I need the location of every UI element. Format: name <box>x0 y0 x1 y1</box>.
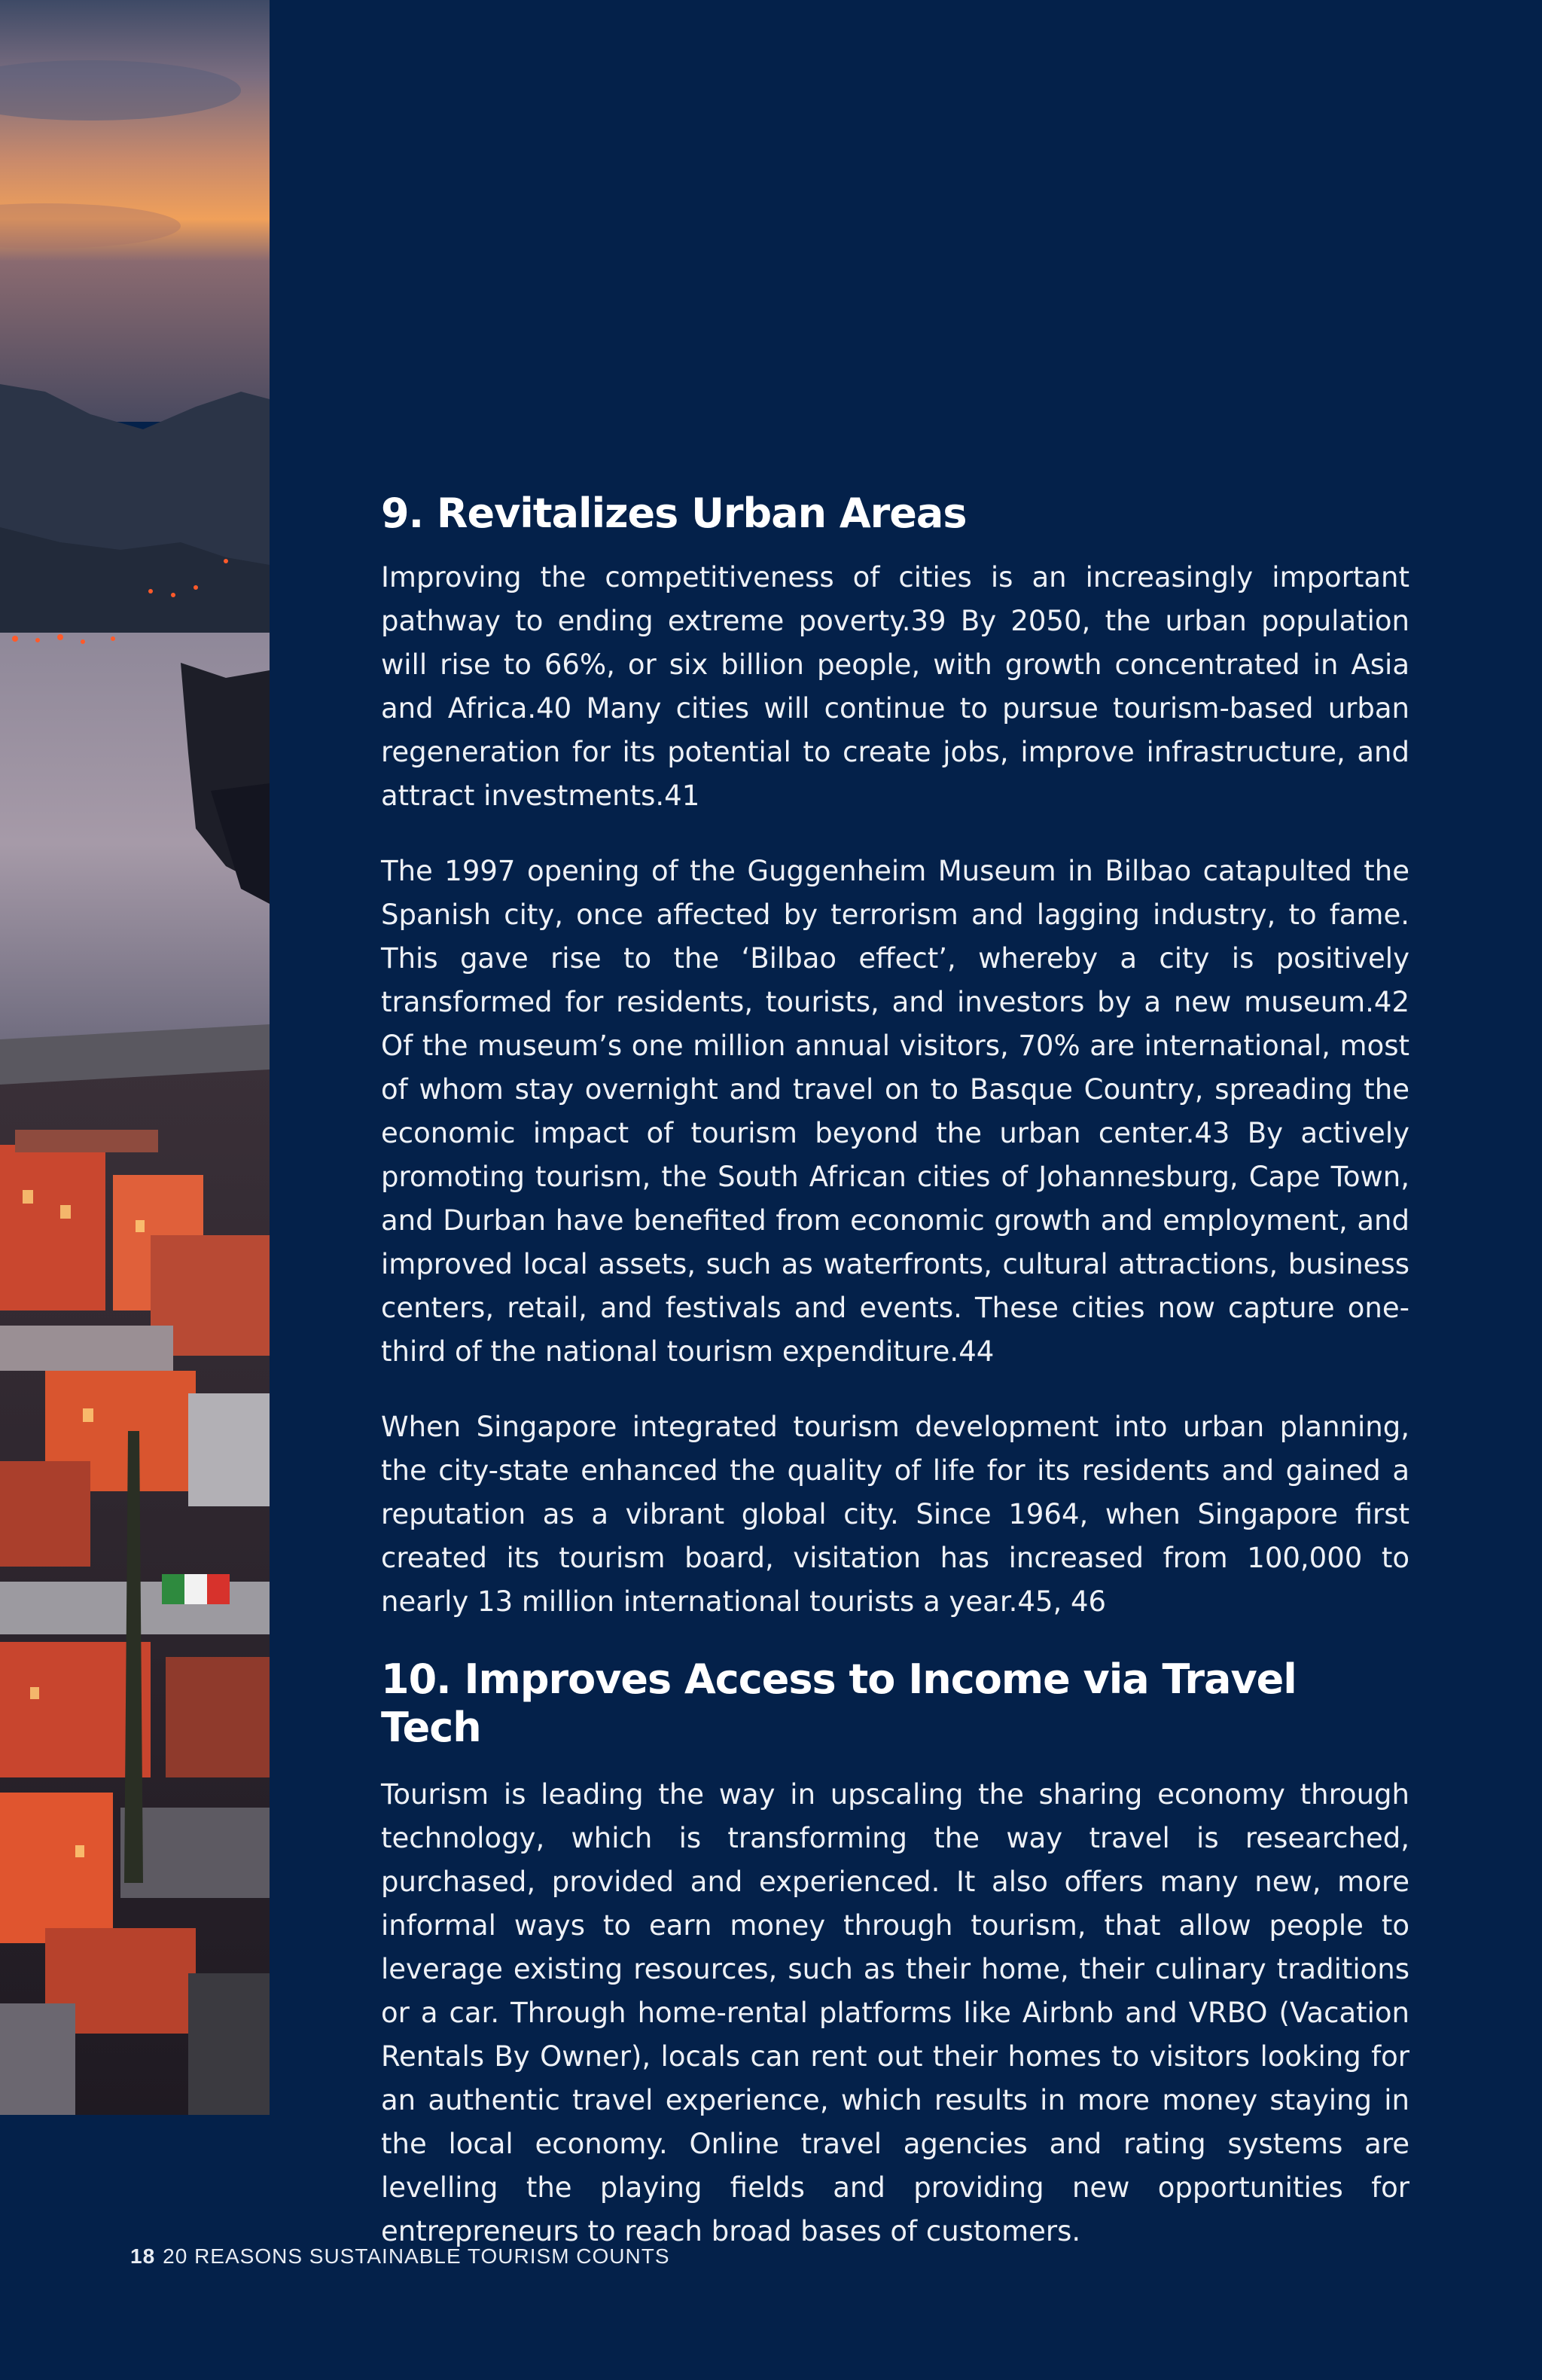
section-title-improves-access-to-income: 10. Improves Access to Income via Travel Tech <box>381 1655 1297 1751</box>
page-footer <box>130 2244 670 2269</box>
publication-title: 20 REASONS SUSTAINABLE TOURISM COUNTS <box>163 2244 670 2268</box>
page-number: 18 <box>130 2244 156 2268</box>
section-title-revitalizes-urban-areas: 9. Revitalizes Urban Areas <box>381 490 967 537</box>
article-content <box>381 490 1409 2253</box>
paragraph: Tourism is leading the way in upscaling the sharing economy through technology, which is transforming the way travel is researched, purchased, provided and experienced. It also offers many new, more informal ways to earn money through tourism, that allow people to leverage existing resources, such as their home, their culinary traditions or a car. Through home-rental platforms like Airbnb and VRBO (Vacation Rentals By Owner), locals can rent out their homes to visitors looking for an authentic travel experience, which results in more money staying in the local economy. Online travel agencies and rating systems are levelling the playing fields and providing new opportunities for entrepreneurs to reach broad bases of customers. <box>381 1778 1409 2247</box>
paragraph: When Singapore integrated tourism development into urban planning, the city-state enhanced the quality of life for its residents and gained a reputation as a vibrant global city. Since 1964, when Singapore first created its tourism board, visitation has increased from 100,000 to nearly 13 million international tourists a year.45, 46 <box>381 1411 1409 1618</box>
coastal-village-sunset-photo <box>0 0 270 2115</box>
paragraph: Improving the competitiveness of cities is an increasingly important pathway to ending extreme poverty.39 By 2050, the urban population will rise to 66%, or six billion people, with growth concentrated in Asia and Africa.40 Many cities will continue to pursue tourism-based urban regeneration for its potential to create jobs, improve infrastructure, and attract investments.41 <box>381 561 1409 812</box>
paragraph: The 1997 opening of the Guggenheim Museum in Bilbao catapulted the Spanish city, once affected by terrorism and lagging industry, to fame. This gave rise to the ‘Bilbao effect’, whereby a city is positively transformed for residents, tourists, and investors by a new museum.42 Of the museum’s one million annual visitors, 70% are international, most of whom stay overnight and travel on to Basque Country, spreading the economic impact of tourism beyond the urban center.43 By actively promoting tourism, the South African cities of Johannesburg, Cape Town, and Durban have benefited from economic growth and employment, and improved local assets, such as waterfronts, cultural attractions, business centers, retail, and festivals and events. These cities now capture one-third of the national tourism expenditure.44 <box>381 855 1409 1368</box>
